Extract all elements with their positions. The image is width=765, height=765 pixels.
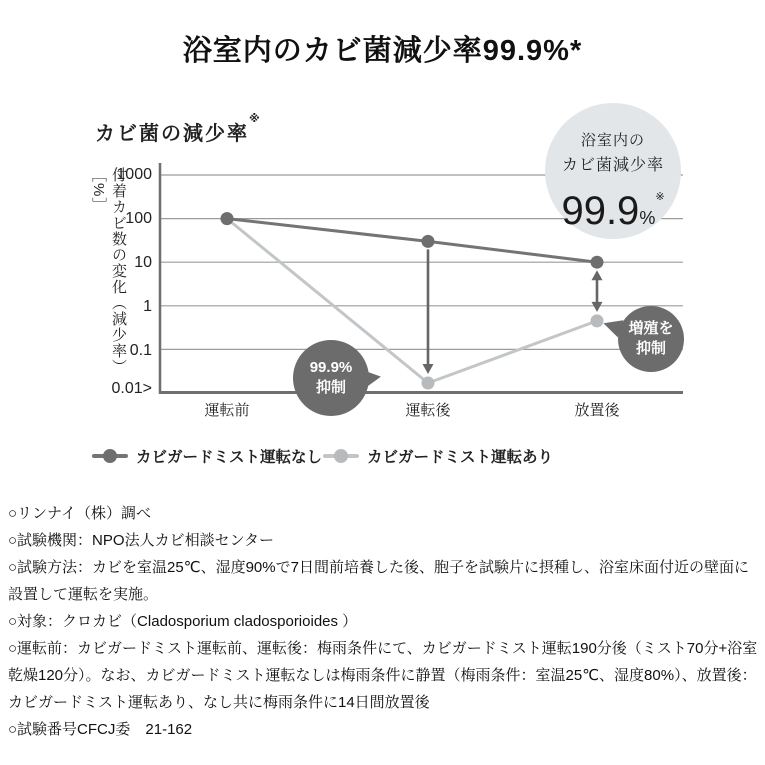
y-tick-1000: 1000 [116, 166, 152, 183]
badge-line1: 浴室内の [580, 132, 645, 149]
legend-label-with-mist: カビガードミスト運転あり [367, 449, 554, 466]
result-badge [545, 103, 681, 239]
x-tick-after: 運転後 [405, 402, 451, 419]
legend-label-without-mist: カビガードミスト運転なし [136, 449, 323, 466]
footnote-target: ○対象：クロカビ（Cladosporium cladosporioides ） [8, 613, 358, 630]
growth-bubble [618, 306, 684, 372]
chart-title-footnote-mark: ※ [249, 113, 260, 125]
growth-bubble-line2: 抑制 [635, 340, 666, 357]
legend-marker-without-mist-icon [92, 444, 128, 468]
suppression-bubble-pointer [361, 367, 383, 389]
x-tick-left: 放置後 [574, 402, 620, 419]
badge-unit: % [639, 208, 656, 228]
footnote-method: ○試験方法：カビを室温25℃、湿度90%で7日間前培養した後、胞子を試験片に摂種し、浴室床面付近の壁面に設置して運転を実施。 [8, 559, 749, 603]
badge-line2: カビ菌減少率 [561, 157, 664, 174]
y-tick-0_01: 0.01> [111, 380, 152, 397]
legend-item-with-mist [323, 444, 553, 468]
suppression-bubble [293, 340, 369, 416]
page-title: 浴室内のカビ菌減少率99.9%* [182, 35, 583, 67]
y-tick-100: 100 [125, 210, 152, 227]
badge-footnote-mark: ※ [655, 191, 665, 203]
footnote-conditions: ○運転前：カビガードミスト運転前、運転後：梅雨条件にて、カビガードミスト運転190分後（ミスト70分+浴室乾燥120分）。なお、カビガードミスト運転なしは梅雨条件に静置（梅雨条件：室温25℃、湿度80%）、放置後：カビガードミスト運転あり、なし共に梅雨条件に14日間放置後 [8, 640, 758, 711]
y-tick-1: 1 [143, 298, 152, 315]
legend-marker-with-mist-icon [323, 444, 359, 468]
y-tick-10: 10 [134, 254, 152, 271]
footnotes [8, 500, 760, 743]
chart-title-text: カビ菌の減少率 [95, 123, 249, 145]
legend-item-without-mist [92, 444, 322, 468]
y-tick-0_1: 0.1 [129, 342, 152, 359]
badge-value: 99.9%※ [561, 189, 665, 233]
growth-bubble-line1: 増殖を [628, 320, 674, 337]
footnote-source: ○リンナイ（株）調べ [8, 505, 152, 522]
footnote-institute: ○試験機関：NPO法人カビ相談センター [8, 532, 274, 549]
y-axis-label: 付着カビ数の変化（減少率）［%］ [90, 167, 127, 375]
footnote-test-number: ○試験番号CFCJ委 21-162 [8, 721, 193, 738]
suppression-bubble-line2: 抑制 [315, 379, 346, 396]
x-tick-before: 運転前 [204, 402, 250, 419]
chart-legend [0, 444, 765, 468]
suppression-bubble-line1: 99.9% [309, 359, 353, 376]
